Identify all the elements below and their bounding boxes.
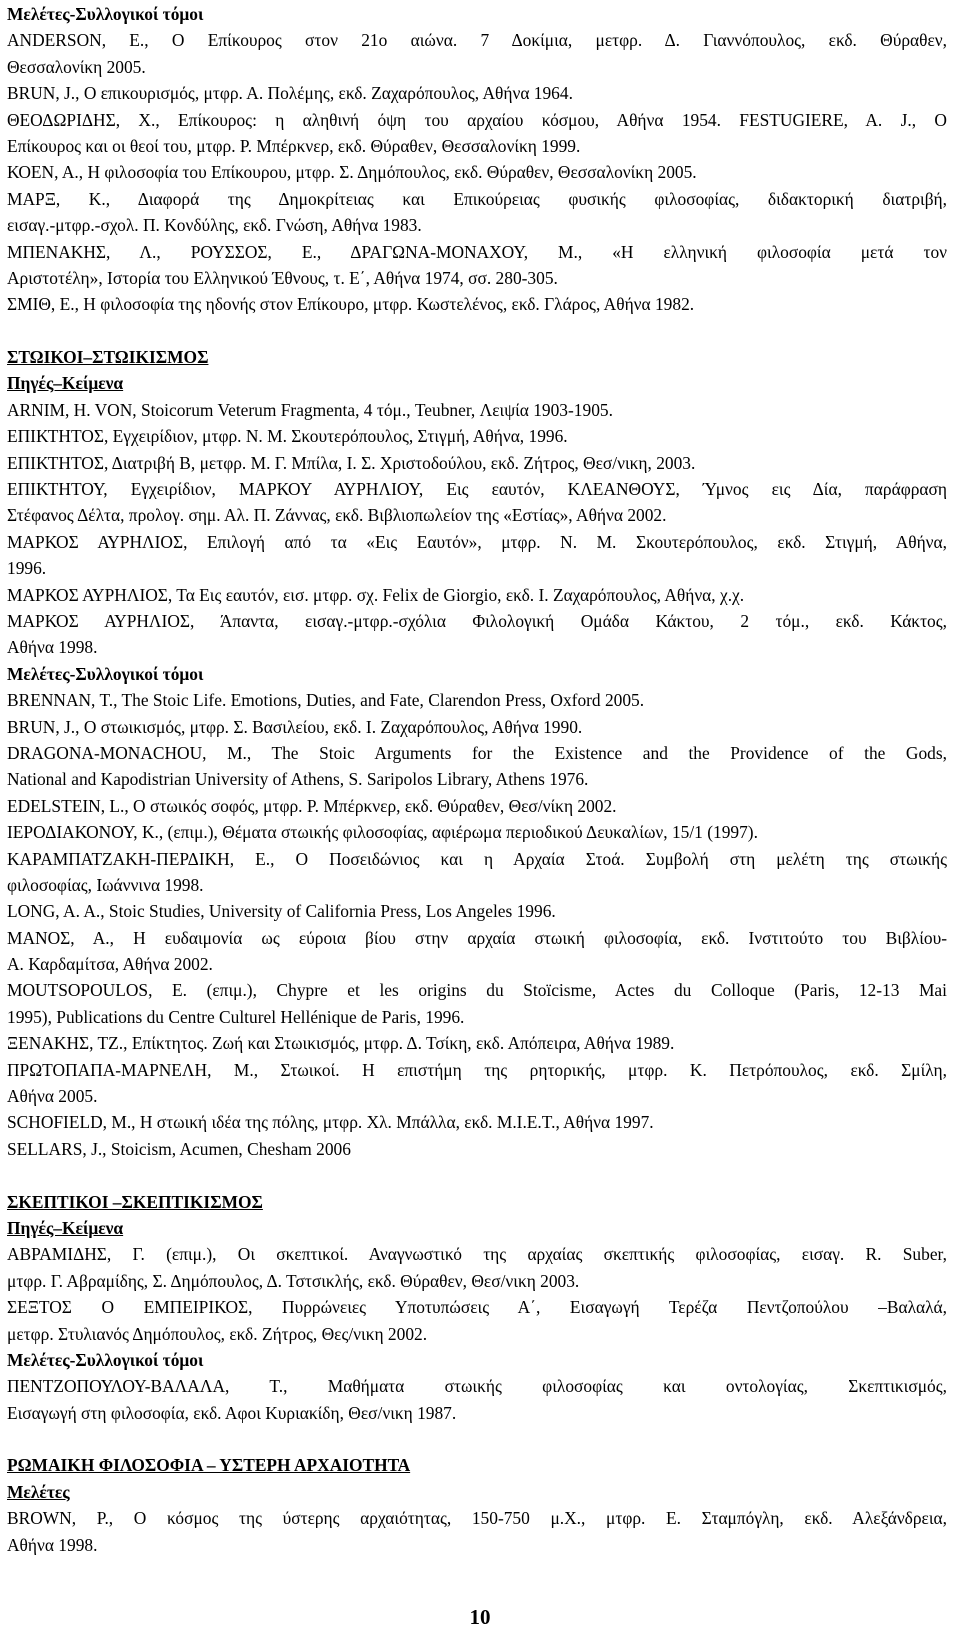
bibliography-line: ΚΑΡΑΜΠΑΤΖΑΚΗ-ΠΕΡΔΙΚΗ, Ε., Ο Ποσειδώνιος και η Αρχαία Στοά. Συμβολή στη μελέτη της στωικής — [7, 848, 947, 869]
bibliography-line: SCHOFIELD, M., Η στωική ιδέα της πόλης, μτφρ. Χλ. Μπάλλα, εκδ. Μ.Ι.Ε.Τ., Αθήνα 1997. — [7, 1112, 654, 1133]
bibliography-line: 1996. — [7, 558, 47, 579]
section-heading: Πηγές–Κείμενα — [7, 1217, 124, 1238]
bibliography-line: SELLARS, J., Stoicism, Acumen, Chesham 2006 — [7, 1138, 351, 1159]
bibliography-line: ARNIM, H. VON, Stoicorum Veterum Fragmenta, 4 τόμ., Teubner, Λειψία 1903-1905. — [7, 399, 613, 420]
bibliography-line: ΕΠΙΚΤΗΤΟΣ, Διατριβή Β, μετφρ. Μ. Γ. Μπίλα, Ι. Σ. Χριστοδούλου, εκδ. Ζήτρος, Θεσ/νικη, 2003. — [7, 452, 696, 473]
bibliography-line: ANDERSON, E., Ο Επίκουρος στον 21ο αιώνα. 7 Δοκίμια, μετφρ. Δ. Γιαννόπουλος, εκδ. Θύραθεν, — [7, 30, 947, 51]
bibliography-line: ΜΑΡΚΟΣ ΑΥΡΗΛΙΟΣ, Άπαντα, εισαγ.-μτφρ.-σχόλια Φιλολογική Ομάδα Κάκτου, 2 τόμ., εκδ. Κάκτος, — [7, 610, 947, 631]
bibliography-line: ΜΑΡΚΟΣ ΑΥΡΗΛΙΟΣ, Τα Εις εαυτόν, εισ. μτφρ. σχ. Felix de Giorgio, εκδ. Ι. Ζαχαρόπουλος, Αθήνα, χ.χ. — [7, 584, 745, 605]
bibliography-line: ΣΜΙΘ, Ε., Η φιλοσοφία της ηδονής στον Επίκουρο, μτφρ. Κωστελένος, εκδ. Γλάρος, Αθήνα 1982. — [7, 294, 695, 315]
bibliography-line: 1995), Publications du Centre Culturel Hellénique de Paris, 1996. — [7, 1006, 465, 1027]
bibliography-line: Αθήνα 1998. — [7, 637, 98, 658]
bibliography-body — [7, 1, 947, 1558]
bibliography-line: μετφρ. Στυλιανός Δημόπουλος, εκδ. Ζήτρος, Θες/νικη 2002. — [7, 1323, 428, 1344]
bibliography-line: ΘΕΟΔΩΡΙΔΗΣ, Χ., Επίκουρος: η αληθινή όψη του αρχαίου κόσμου, Αθήνα 1954. FESTUGIERE, A. J., Ο — [7, 109, 947, 130]
bibliography-line: Επίκουρος και οι θεοί του, μτφρ. Ρ. Μπέρκνερ, εκδ. Θύραθεν, Θεσσαλονίκη 1999. — [7, 135, 581, 156]
bibliography-line: EDELSTEIN, L., Ο στωικός σοφός, μτφρ. Ρ. Μπέρκνερ, εκδ. Θύραθεν, Θεσ/νίκη 2002. — [7, 795, 617, 816]
section-spacer — [7, 1426, 947, 1452]
bibliography-line: ΜΑΡΞ, Κ., Διαφορά της Δημοκρίτειας και Επικούρειας φυσικής φιλοσοφίας, διδακτορική διατριβή, — [7, 188, 947, 209]
bibliography-line: εισαγ.-μτφρ.-σχολ. Π. Κονδύλης, εκδ. Γνώση, Αθήνα 1983. — [7, 215, 422, 236]
bibliography-line: ΠΡΩΤΟΠΑΠΑ-ΜΑΡΝΕΛΗ, Μ., Στωικοί. Η επιστήμη της ρητορικής, μτφρ. Κ. Πετρόπουλος, εκδ. Σμίλη, — [7, 1059, 947, 1080]
bibliography-line: ΞΕΝΑΚΗΣ, ΤΖ., Επίκτητος. Ζωή και Στωικισμός, μτφρ. Δ. Τσίκη, εκδ. Απόπειρα, Αθήνα 1989. — [7, 1033, 675, 1054]
bibliography-line: μτφρ. Γ. Αβραμίδης, Σ. Δημόπουλος, Δ. Τστσικλής, εκδ. Θύραθεν, Θεσ/νικη 2003. — [7, 1270, 580, 1291]
bibliography-line: BROWN, P., Ο κόσμος της ύστερης αρχαιότητας, 150-750 μ.Χ., μτφρ. Ε. Σταμπόγλη, εκδ. Αλεξάνδρεια, — [7, 1508, 947, 1529]
section-heading: Μελέτες — [7, 1481, 70, 1502]
bibliography-line: ΜΠΕΝΑΚΗΣ, Λ., ΡΟΥΣΣΟΣ, Ε., ΔΡΑΓΩΝΑ-ΜΟΝΑΧΟΥ, Μ., «Η ελληνική φιλοσοφία μετά τον — [7, 241, 947, 262]
page-number: 10 — [469, 1605, 491, 1629]
bibliography-line: Θεσσαλονίκη 2005. — [7, 56, 146, 77]
section-heading: ΣΤΩΙΚΟΙ–ΣΤΩΙΚΙΣΜΟΣ — [7, 347, 209, 368]
bibliography-line: Στέφανος Δέλτα, προλογ. σημ. Αλ. Π. Ζάννας, εκδ. Βιβλιοπωλείον της «Εστίας», Αθήνα 2002. — [7, 505, 667, 526]
bibliography-line: Αθήνα 1998. — [7, 1534, 98, 1555]
bibliography-line: Α. Καρδαμίτσα, Αθήνα 2002. — [7, 954, 213, 975]
section-spacer — [7, 318, 947, 344]
bibliography-line: ΜΑΝΟΣ, Α., Η ευδαιμονία ως εύροια βίου στην αρχαία στωική φιλοσοφία, εκδ. Ινστιτούτο του Βιβλίου- — [7, 927, 947, 948]
bibliography-line: ΙΕΡΟΔΙΑΚΟΝΟΥ, Κ., (επιμ.), Θέματα στωικής φιλοσοφίας, αφιέρωμα περιοδικού Δευκαλίων, 15/1 (1997). — [7, 822, 758, 843]
bibliography-line: MOUTSOPOULOS, E. (επιμ.), Chypre et les origins du Stoïcisme, Actes du Colloque (Paris, 12-13 Mai — [7, 980, 947, 1001]
bibliography-line: ΣΕΞΤΟΣ Ο ΕΜΠΕΙΡΙΚΟΣ, Πυρρώνειες Υποτυπώσεις Α΄, Εισαγωγή Τερέζα Πεντζοπούλου –Βαλαλά, — [7, 1297, 947, 1318]
bibliography-line: BRENNAN, T., The Stoic Life. Emotions, Duties, and Fate, Clarendon Press, Oxford 2005. — [7, 690, 645, 711]
bibliography-line: ΚΟΕΝ, Α., Η φιλοσοφία του Επίκουρου, μτφρ. Σ. Δημόπουλος, εκδ. Θύραθεν, Θεσσαλονίκη 2005. — [7, 162, 697, 183]
section-heading: Πηγές–Κείμενα — [7, 373, 124, 394]
section-spacer — [7, 1162, 947, 1188]
section-heading: ΡΩΜΑΙΚΗ ΦΙΛΟΣΟΦΙΑ – ΥΣΤΕΡΗ ΑΡΧΑΙΟΤΗΤΑ — [7, 1455, 411, 1476]
bibliography-line: ΑΒΡΑΜΙΔΗΣ, Γ. (επιμ.), Οι σκεπτικοί. Αναγνωστικό της αρχαίας σκεπτικής φιλοσοφίας, εισαγ. R. Suber, — [7, 1244, 947, 1265]
bibliography-line: LONG, A. A., Stoic Studies, University of California Press, Los Angeles 1996. — [7, 901, 556, 922]
bibliography-line: BRUN, J., Ο επικουρισμός, μτφρ. Α. Πολέμης, εκδ. Ζαχαρόπουλος, Αθήνα 1964. — [7, 83, 573, 104]
bibliography-line: BRUN, J., Ο στωικισμός, μτφρ. Σ. Βασιλείου, εκδ. Ι. Ζαχαρόπουλος, Αθήνα 1990. — [7, 716, 583, 737]
bibliography-line: φιλοσοφίας, Ιωάννινα 1998. — [7, 874, 204, 895]
bibliography-line: ΕΠΙΚΤΗΤΟΣ, Εγχειρίδιον, μτφρ. Ν. Μ. Σκουτερόπουλος, Στιγμή, Αθήνα, 1996. — [7, 426, 568, 447]
bibliography-line: ΜΑΡΚΟΣ ΑΥΡΗΛΙΟΣ, Επιλογή από τα «Εις Εαυτόν», μτφρ. Ν. Μ. Σκουτερόπουλος, εκδ. Στιγμή, Αθήνα, — [7, 531, 947, 552]
subsection-heading: Μελέτες-Συλλογικοί τόμοι — [7, 4, 204, 24]
bibliography-line: ΕΠΙΚΤΗΤΟΥ, Εγχειρίδιον, ΜΑΡΚΟΥ ΑΥΡΗΛΙΟΥ, Εις εαυτόν, ΚΛΕΑΝΘΟΥΣ, Ύμνος εις Δία, παράφραση — [7, 479, 947, 500]
bibliography-line: National and Kapodistrian University of Athens, S. Saripolos Library, Athens 1976. — [7, 769, 589, 790]
bibliography-line: Αριστοτέλη», Ιστορία του Ελληνικού Έθνους, τ. Ε΄, Αθήνα 1974, σσ. 280-305. — [7, 267, 558, 288]
bibliography-line: DRAGONA-MONACHOU, M., The Stoic Arguments for the Existence and the Providence of the Gods, — [7, 742, 947, 763]
bibliography-line: Εισαγωγή στη φιλοσοφία, εκδ. Αφοι Κυριακίδη, Θεσ/νικη 1987. — [7, 1402, 457, 1423]
subsection-heading: Μελέτες-Συλλογικοί τόμοι — [7, 1349, 204, 1370]
section-heading: ΣΚΕΠΤΙΚΟΙ –ΣΚΕΠΤΙΚΙΣΜΟΣ — [7, 1191, 263, 1212]
subsection-heading: Μελέτες-Συλλογικοί τόμοι — [7, 663, 204, 684]
bibliography-line: ΠΕΝΤΖΟΠΟΥΛΟΥ-ΒΑΛΑΛΑ, Τ., Μαθήματα στωικής φιλοσοφίας και οντολογίας, Σκεπτικισμός, — [7, 1376, 947, 1397]
bibliography-line: Αθήνα 2005. — [7, 1086, 98, 1107]
